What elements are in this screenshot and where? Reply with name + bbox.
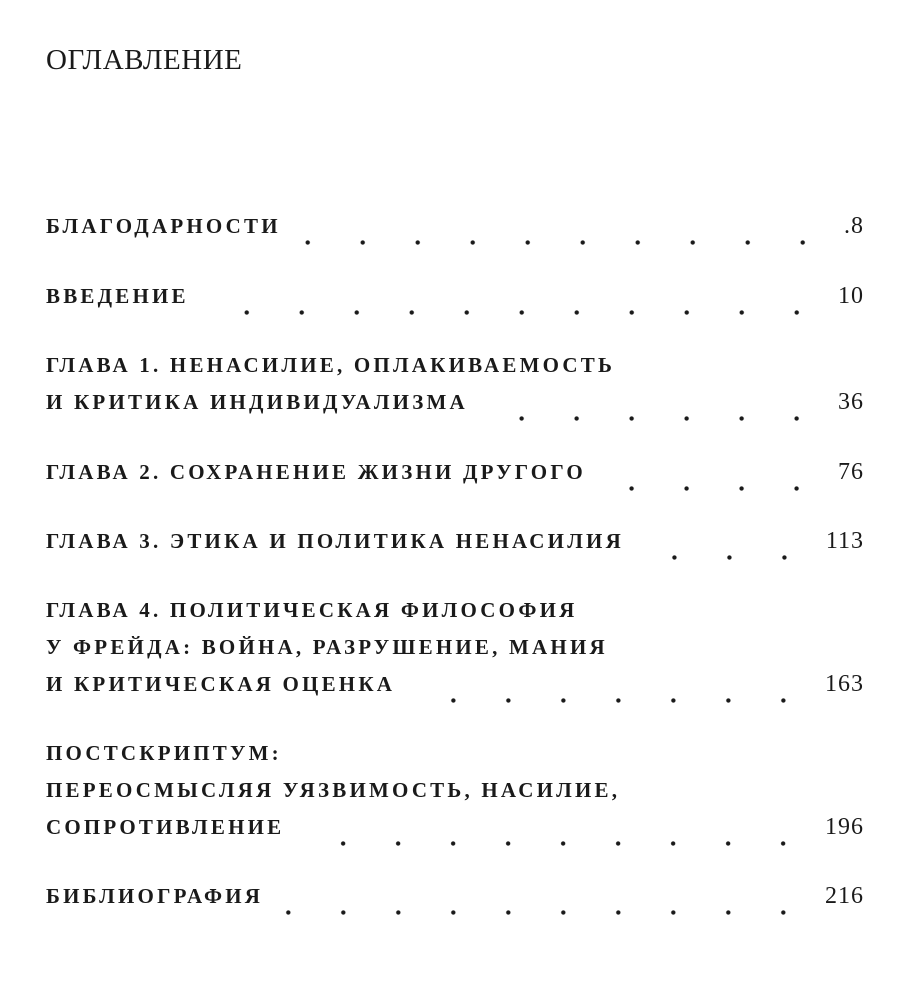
toc-page-number: 36 (838, 389, 864, 415)
toc-entry-label: ВВЕДЕНИЕ (46, 284, 189, 308)
toc-page-number: 76 (838, 459, 864, 485)
toc-page-number: .8 (844, 213, 864, 239)
toc-entry-label: ГЛАВА 1. НЕНАСИЛИЕ, ОПЛАКИВАЕМОСТЬ (46, 353, 616, 377)
toc-entry-chapter-4[interactable] (46, 592, 864, 703)
dot-leader (304, 809, 811, 846)
toc-page-number: 113 (825, 528, 864, 554)
toc-page-number: 196 (825, 814, 864, 840)
toc-entry-label: ГЛАВА 4. ПОЛИТИЧЕСКАЯ ФИЛОСОФИЯ (46, 598, 578, 622)
toc-entry-label: БИБЛИОГРАФИЯ (46, 884, 264, 908)
dot-leader (644, 523, 812, 560)
toc-entry-label: ПОСТСКРИПТУМ: (46, 741, 282, 765)
toc-entry-chapter-2[interactable] (46, 454, 864, 491)
toc-page-number: 10 (838, 283, 864, 309)
toc-entry-chapter-3[interactable] (46, 523, 864, 560)
dot-leader (606, 454, 824, 491)
toc-entry-label: СОПРОТИВЛЕНИЕ (46, 815, 285, 839)
page-title: ОГЛАВЛЕНИЕ (46, 44, 243, 76)
toc-entry-label: У ФРЕЙДА: ВОЙНА, РАЗРУШЕНИЕ, МАНИЯ (46, 635, 608, 659)
toc-entry-acknowledgements[interactable] (46, 208, 864, 245)
toc-entry-label: ГЛАВА 3. ЭТИКА И ПОЛИТИКА НЕНАСИЛИЯ (46, 529, 624, 553)
dot-leader (209, 278, 824, 315)
toc-entry-chapter-1[interactable] (46, 347, 864, 421)
toc-entry-label: И КРИТИКА ИНДИВИДУАЛИЗМА (46, 390, 468, 414)
toc-entry-postscript[interactable] (46, 735, 864, 846)
toc-entry-label: ПЕРЕОСМЫСЛЯЯ УЯЗВИМОСТЬ, НАСИЛИЕ, (46, 778, 621, 802)
toc-entry-label: И КРИТИЧЕСКАЯ ОЦЕНКА (46, 672, 396, 696)
toc-page-number: 163 (825, 671, 864, 697)
toc-entry-label: ГЛАВА 2. СОХРАНЕНИЕ ЖИЗНИ ДРУГОГО (46, 460, 586, 484)
toc-entry-bibliography[interactable] (46, 878, 864, 915)
dot-leader (283, 878, 811, 915)
toc-page-number: 216 (825, 883, 864, 909)
dot-leader (488, 384, 824, 421)
dot-leader (301, 208, 830, 245)
dot-leader (415, 666, 811, 703)
toc-entry-label: БЛАГОДАРНОСТИ (46, 214, 281, 238)
toc-entry-introduction[interactable] (46, 278, 864, 315)
